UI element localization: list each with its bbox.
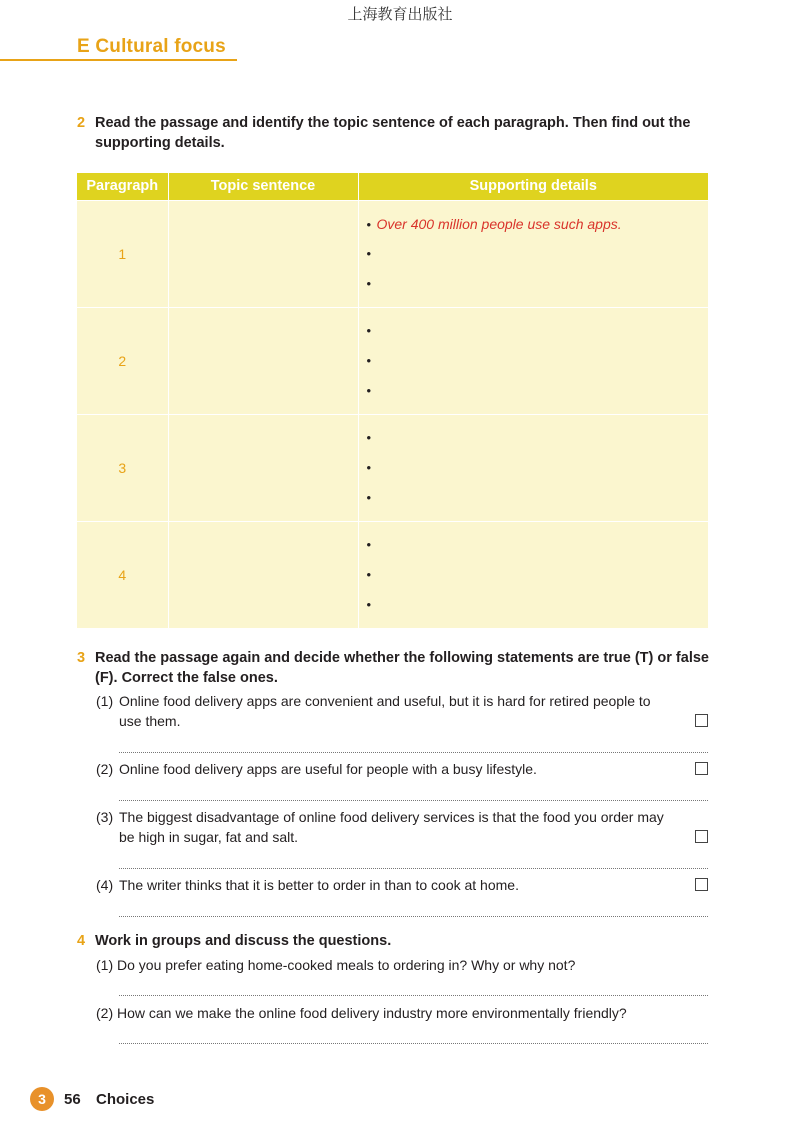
true-false-checkbox[interactable] (695, 762, 708, 775)
statement-index: (4) (96, 877, 114, 893)
detail-bullet: • (366, 382, 372, 398)
table-row (77, 307, 708, 414)
statement-index: (3) (96, 809, 114, 825)
statement-2 (96, 759, 708, 779)
statement-text: Online food delivery apps are useful for people with a busy lifestyle. (119, 761, 537, 777)
paragraph-number: 4 (77, 521, 168, 628)
supporting-details-cell[interactable] (358, 414, 708, 521)
detail-bullet: • (366, 459, 372, 475)
question-instruction: Read the passage and identify the topic sentence of each paragraph. Then find out the supporting details. (95, 115, 691, 151)
header-supporting-details: Supporting details (358, 173, 708, 200)
detail-bullet: • (366, 322, 372, 338)
topic-sentence-table (77, 173, 708, 628)
table-header-row (77, 173, 708, 200)
true-false-checkbox[interactable] (695, 714, 708, 727)
answer-line[interactable] (119, 995, 708, 996)
paragraph-number: 3 (77, 414, 168, 521)
answer-line[interactable] (119, 752, 708, 753)
table-row (77, 414, 708, 521)
question-instruction: Work in groups and discuss the questions. (95, 933, 392, 949)
sample-answer: Over 400 million people use such apps. (376, 215, 622, 232)
question-number: 2 (77, 115, 86, 131)
topic-sentence-cell[interactable] (168, 200, 358, 307)
unit-title: Choices (96, 1091, 155, 1108)
answer-line[interactable] (119, 868, 708, 869)
question-4 (77, 931, 717, 951)
detail-bullet: • (366, 352, 372, 368)
supporting-details-cell[interactable] (358, 200, 708, 307)
topic-sentence-cell[interactable] (168, 414, 358, 521)
topic-sentence-cell[interactable] (168, 521, 358, 628)
table-row (77, 521, 708, 628)
question-number: 3 (77, 650, 86, 666)
answer-line[interactable] (119, 800, 708, 801)
detail-bullet: • Over 400 million people use such apps. (366, 215, 622, 232)
detail-bullet: • (366, 566, 372, 582)
question-2 (77, 113, 717, 153)
detail-bullet: • (366, 245, 372, 261)
supporting-details-cell[interactable] (358, 521, 708, 628)
statement-text: The biggest disadvantage of online food delivery services is that the food you order may be high in sugar, fat and salt. (119, 809, 664, 845)
detail-bullet: • (366, 596, 372, 612)
discussion-question-2: (2) How can we make the online food delivery industry more environmentally friendly? (96, 1005, 627, 1021)
statement-text: Online food delivery apps are convenient and useful, but it is hard for retired people to use them. (119, 693, 651, 729)
detail-bullet: • (366, 536, 372, 552)
detail-bullet: • (366, 275, 372, 291)
table-row (77, 200, 708, 307)
detail-bullet: • (366, 489, 372, 505)
question-3 (77, 648, 717, 688)
statement-4 (96, 875, 708, 895)
statement-index: (2) (96, 761, 114, 777)
statement-1 (96, 691, 708, 731)
statement-3 (96, 807, 708, 847)
paragraph-number: 1 (77, 200, 168, 307)
page-number: 56 (64, 1091, 81, 1108)
section-title-rule (0, 59, 237, 61)
topic-sentence-cell[interactable] (168, 307, 358, 414)
paragraph-number: 2 (77, 307, 168, 414)
true-false-checkbox[interactable] (695, 830, 708, 843)
question-instruction: Read the passage again and decide whether the following statements are true (T) or false (F). Correct the false ones. (95, 650, 709, 686)
publisher-name: 上海教育出版社 (347, 5, 453, 23)
question-number: 4 (77, 933, 86, 949)
true-false-checkbox[interactable] (695, 878, 708, 891)
answer-line[interactable] (119, 1043, 708, 1044)
header-topic-sentence: Topic sentence (168, 173, 358, 200)
statement-index: (1) (96, 693, 114, 709)
detail-bullet: • (366, 429, 372, 445)
statement-text: The writer thinks that it is better to order in than to cook at home. (119, 877, 519, 893)
discussion-question-1: (1) Do you prefer eating home-cooked meals to ordering in? Why or why not? (96, 957, 576, 973)
supporting-details-cell[interactable] (358, 307, 708, 414)
unit-badge: 3 (30, 1087, 54, 1111)
header-paragraph: Paragraph (77, 173, 168, 200)
answer-line[interactable] (119, 916, 708, 917)
section-title: E Cultural focus (77, 36, 226, 57)
